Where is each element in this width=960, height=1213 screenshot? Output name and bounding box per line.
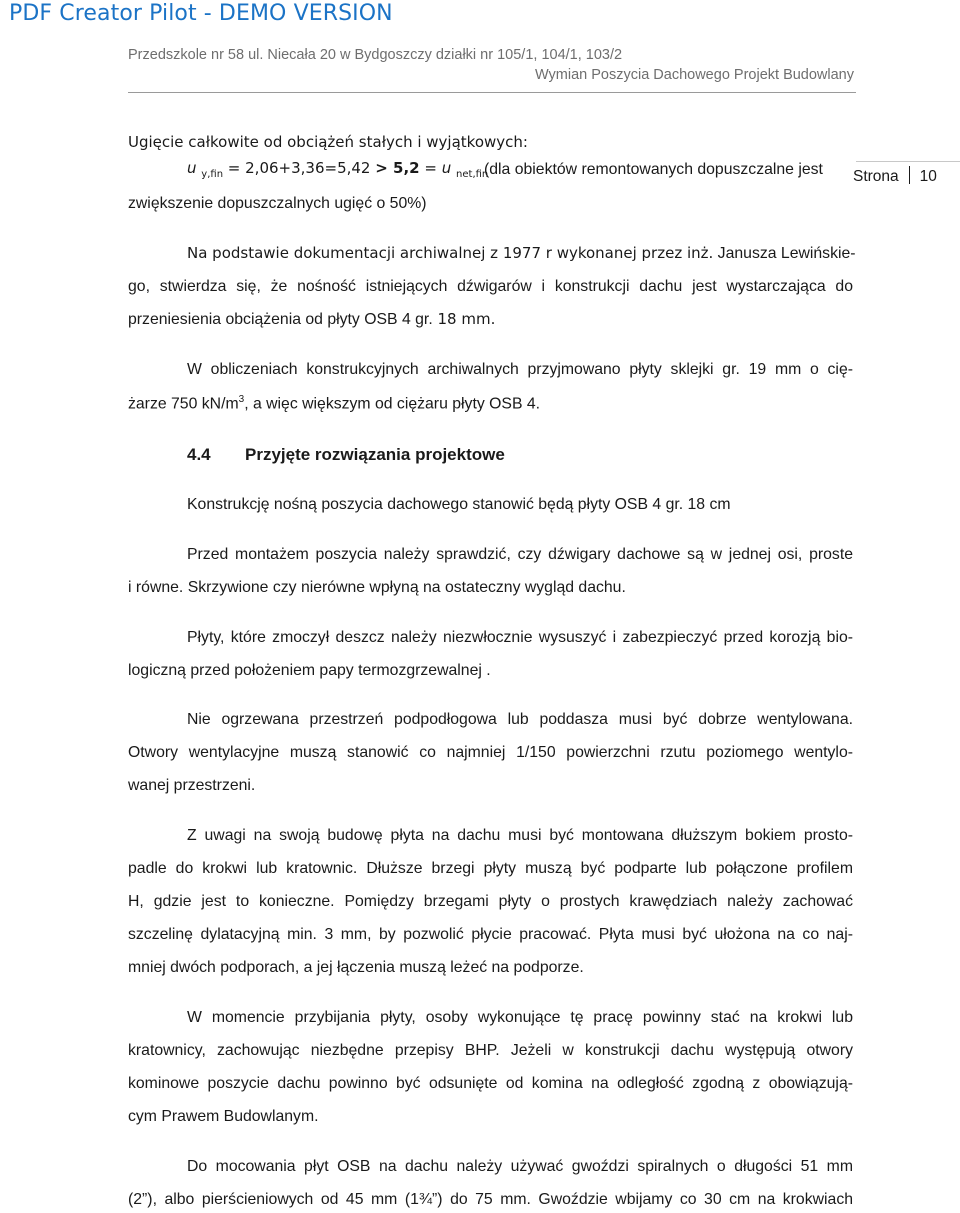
formula-equals: = <box>419 159 442 177</box>
para2-line1: W obliczeniach konstrukcyjnych archiwalnych przyjmowano płyty sklejki gr. 19 mm o cię- <box>187 361 853 378</box>
body-p7-line2: (2”), albo pierścieniowych od 45 mm (1¾”) do 75 mm. Gwoździe wbijamy co 30 cm na krokwiach <box>128 1191 853 1208</box>
deflection-title: Ugięcie całkowite od obciążeń stałych i wyjątkowych: <box>128 133 528 151</box>
body-p5-line5: mniej dwóch podporach, a jej łączenia muszą leżeć na podporze. <box>128 959 584 976</box>
watermark-banner: PDF Creator Pilot - DEMO VERSION <box>9 1 393 26</box>
para2-line2-a: żarze 750 kN/m <box>128 395 239 413</box>
para1-line1-a: Na podstawie dokumentacji archiwalnej z 1977 r wykonanej przez inż. <box>187 244 714 262</box>
para2-line2 <box>128 395 540 412</box>
para1-line3-b: 18 mm. <box>432 310 496 328</box>
body-p5-line4: szczelinę dylatacyjną min. 3 mm, by pozwolić płycie pracować. Płyta musi być ułożona na co naj- <box>128 926 853 943</box>
section-number: 4.4 <box>187 445 211 464</box>
para1-line3-a: przeniesienia obciążenia od płyty OSB 4 gr. <box>128 311 433 328</box>
header-divider <box>128 92 856 93</box>
page-number-separator <box>909 166 910 184</box>
formula-subscript-netfin: net,fin <box>456 169 489 180</box>
deflection-note: (dla obiektów remontowanych dopuszczalne jest <box>484 161 823 178</box>
body-p3-line2: logiczną przed położeniem papy termozgrzewalnej . <box>128 662 491 679</box>
page-number-rule <box>856 161 960 162</box>
body-p6-line3: kominowe poszycie dachu powinno być odsunięte od komina na odległość zgodną z obowiązują- <box>128 1075 853 1092</box>
body-p2-line1: Przed montażem poszycia należy sprawdzić, czy dźwigary dachowe są w jednej osi, proste <box>187 546 853 563</box>
para1-line2: go, stwierdza się, że nośność istniejących dźwigarów i konstrukcji dachu jest wystarczająca do <box>128 278 853 295</box>
deflection-note-continued: zwiększenie dopuszczalnych ugięć o 50%) <box>128 195 427 212</box>
body-p6-line4: cym Prawem Budowlanym. <box>128 1108 319 1125</box>
body-p7-line1: Do mocowania płyt OSB na dachu należy używać gwoździ spiralnych o długości 51 mm <box>187 1158 853 1175</box>
body-p4-line1: Nie ogrzewana przestrzeń podpodłogowa lub poddasza musi być dobrze wentylowana. <box>187 711 853 728</box>
body-p6-line2: kratownicy, zachowując niezbędne przepisy BHP. Jeżeli w konstrukcji dachu występują otwory <box>128 1042 853 1059</box>
para1-line1 <box>187 246 856 262</box>
body-p5-line2: padle do krokwi lub kratownic. Dłuższe brzegi płyty muszą być podparte lub połączone profilem <box>128 860 853 877</box>
formula-u-symbol: u <box>187 159 197 177</box>
body-p5-line3: H, gdzie jest to konieczne. Pomiędzy brzegami płyty o prostych krawędziach należy zachować <box>128 893 853 910</box>
body-p1: Konstrukcję nośną poszycia dachowego stanowić będą płyty OSB 4 gr. 18 cm <box>187 496 731 513</box>
page-label: Strona <box>853 168 899 185</box>
body-p2-line2: i równe. Skrzywione czy nierówne wpłyną na ostateczny wygląd dachu. <box>128 579 626 596</box>
body-p5-line1: Z uwagi na swoją budowę płyta na dachu musi być montowana dłuższym bokiem prosto- <box>187 827 853 844</box>
para2-line2-superscript: 3 <box>238 394 245 405</box>
para1-line1-b: Janusza Lewińskie- <box>713 245 856 262</box>
page-number-value: 10 <box>919 168 937 185</box>
deflection-formula <box>187 161 488 180</box>
document-header-line1: Przedszkole nr 58 ul. Niecała 20 w Bydgoszczy działki nr 105/1, 104/1, 103/2 <box>128 47 623 63</box>
body-p3-line1: Płyty, które zmoczył deszcz należy niezwłocznie wysuszyć i zabezpieczyć przed korozją bio- <box>187 629 853 646</box>
para2-line2-b: , a więc większym od ciężaru płyty OSB 4. <box>244 395 541 413</box>
formula-expression: = 2,06+3,36=5,42 <box>223 159 376 177</box>
body-p6-line1: W momencie przybijania płyty, osoby wykonujące tę pracę powinny stać na krokwi lub <box>187 1009 853 1026</box>
section-title: Przyjęte rozwiązania projektowe <box>245 445 505 464</box>
formula-comparison: > 5,2 <box>375 159 420 177</box>
formula-u-symbol-2: u <box>441 159 452 177</box>
para1-line3 <box>128 312 495 328</box>
body-p4-line2: Otwory wentylacyjne muszą stanowić co najmniej 1/150 powierzchni rzutu poziomego wentylo- <box>128 744 853 761</box>
formula-subscript-yfin: y,fin <box>201 169 224 180</box>
body-p4-line3: wanej przestrzeni. <box>128 777 256 794</box>
page-number <box>853 166 937 186</box>
document-header-line2: Wymian Poszycia Dachowego Projekt Budowlany <box>534 67 854 83</box>
